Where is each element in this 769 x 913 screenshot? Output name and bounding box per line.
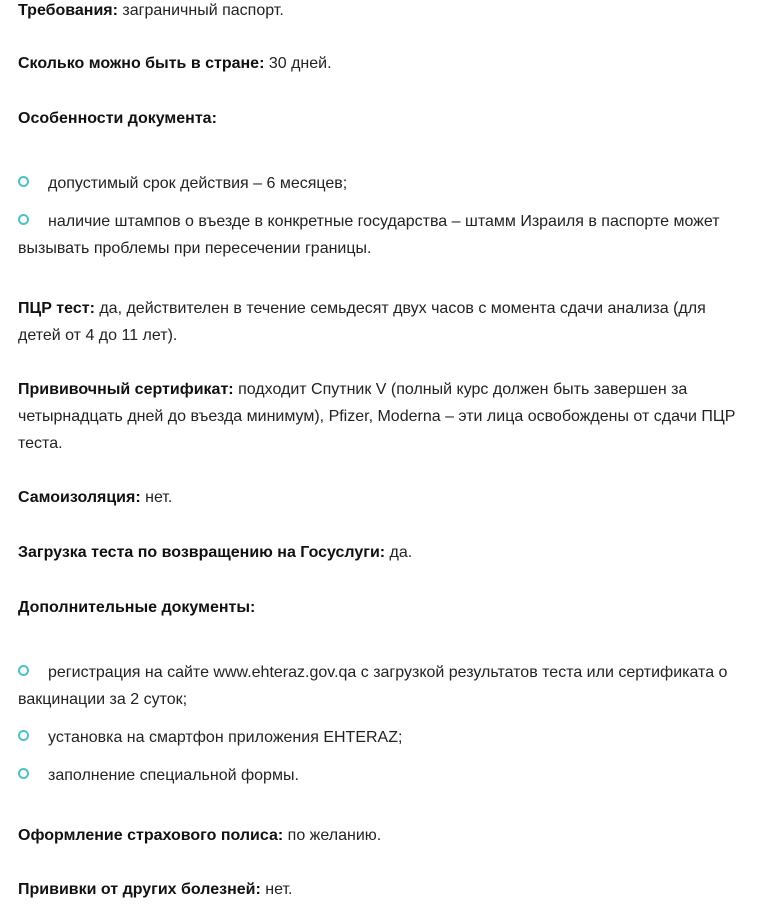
list-item-text: наличие штампов о въезде в конкретные государства – штамм Израиля в паспорте может вызывать проблемы при пересечении границы.: [18, 213, 720, 257]
other-vaccines-label: Прививки от других болезней:: [18, 881, 261, 898]
gosuslugi-line: [18, 539, 748, 566]
list-item: [18, 208, 748, 262]
gosuslugi-value: да.: [385, 544, 413, 561]
list-item: [18, 762, 748, 789]
circle-bullet-icon: [18, 214, 29, 225]
isolation-line: [18, 484, 748, 511]
list-item-text: установка на смартфон приложения EHTERAZ;: [48, 729, 403, 746]
circle-bullet-icon: [18, 665, 29, 676]
circle-bullet-icon: [18, 730, 29, 741]
vaccine-value: подходит Спутник V (полный курс должен быть завершен за четырнадцать дней до въезда минимум), Pfizer, Moderna – эти лица освобождены от сдачи ПЦР теста.: [18, 381, 736, 452]
list-item: [18, 170, 748, 197]
stay-line: [18, 50, 748, 77]
doc-features-heading: [18, 105, 748, 132]
requirements-line: [18, 0, 748, 24]
requirements-label: Требования:: [18, 2, 118, 19]
insurance-label: Оформление страхового полиса:: [18, 827, 284, 844]
extra-docs-label: Дополнительные документы:: [18, 599, 256, 616]
circle-bullet-icon: [18, 768, 29, 779]
other-vaccines-value: нет.: [260, 881, 293, 898]
stay-value: 30 дней.: [264, 55, 332, 72]
list-item-text[interactable]: регистрация на сайте www.ehteraz.gov.qa с загрузкой результатов теста или сертификата о вакцинации за 2 суток;: [18, 664, 728, 708]
vaccine-label: Прививочный сертификат:: [18, 381, 234, 398]
insurance-value: по желанию.: [283, 827, 382, 844]
other-vaccines-line: [18, 876, 748, 903]
doc-features-label: Особенности документа:: [18, 110, 217, 127]
stay-label: Сколько можно быть в стране:: [18, 55, 265, 72]
list-item-text: допустимый срок действия – 6 месяцев;: [48, 175, 348, 192]
pcr-value: да, действителен в течение семьдесят двух часов с момента сдачи анализа (для детей от 4 до 11 лет).: [18, 300, 706, 344]
isolation-label: Самоизоляция:: [18, 489, 141, 506]
circle-bullet-icon: [18, 176, 29, 187]
pcr-label: ПЦР тест:: [18, 300, 95, 317]
list-item-text: заполнение специальной формы.: [48, 767, 299, 784]
extra-docs-heading: [18, 594, 748, 621]
pcr-line: [18, 295, 748, 349]
vaccine-line: [18, 376, 748, 457]
insurance-line: [18, 822, 748, 849]
list-item: [18, 659, 748, 713]
isolation-value: нет.: [140, 489, 173, 506]
list-item: [18, 724, 748, 751]
requirements-value: заграничный паспорт.: [117, 2, 284, 19]
gosuslugi-label: Загрузка теста по возвращению на Госуслуги:: [18, 544, 386, 561]
